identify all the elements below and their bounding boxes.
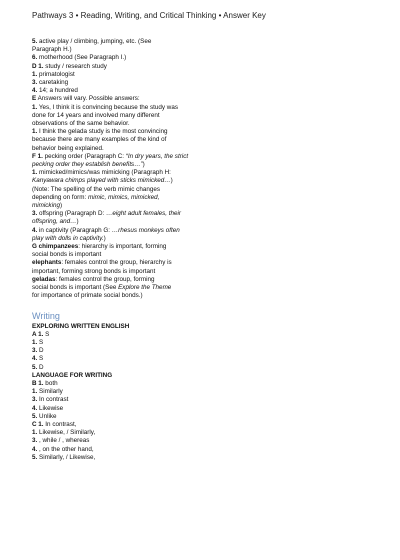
answer-line	[32, 79, 372, 87]
answer-number: 1.	[32, 128, 38, 136]
quoted-text: Explore the Theme	[118, 284, 172, 292]
answer-line	[32, 177, 372, 185]
answer-text: observations of the same behavior.	[32, 120, 130, 128]
answer-text: In contrast	[37, 396, 69, 404]
answer-text: depending on form:	[32, 193, 89, 201]
answer-text: active play / climbing, jumping, etc. (See	[37, 38, 152, 45]
answer-text: in captivity (Paragraph G:	[37, 226, 112, 234]
answer-number: 3.	[32, 347, 38, 355]
answer-text: Likewise, / Similarly,	[37, 429, 96, 437]
quoted-text: mimic, mimics, mimicked,	[88, 193, 160, 201]
answer-text: (Note: The spelling of the verb mimic changes	[32, 185, 160, 193]
answer-line	[32, 54, 372, 62]
answer-line	[32, 421, 372, 429]
answer-line	[32, 331, 372, 339]
answer-line	[32, 218, 372, 226]
answer-line	[32, 364, 372, 372]
answer-number: 4.	[32, 355, 38, 363]
answer-text: )	[60, 202, 63, 210]
answer-line	[32, 210, 372, 218]
writing-answers	[32, 323, 372, 462]
answer-text: S	[43, 330, 50, 338]
answer-number: F 1.	[32, 152, 43, 160]
answer-number: G chimpanzees	[32, 243, 79, 251]
answer-line	[32, 46, 372, 54]
answer-number: 4.	[32, 226, 38, 234]
answer-line	[32, 388, 372, 396]
answer-number: B 1.	[32, 379, 44, 387]
answer-text: study / research study	[43, 62, 107, 70]
answer-line	[32, 235, 372, 243]
answer-text: : females control the group, forming	[55, 275, 155, 283]
answer-line	[32, 202, 372, 210]
answer-line	[32, 227, 372, 235]
answer-line	[32, 454, 372, 462]
answer-line	[32, 276, 372, 284]
answer-text: social bonds is important	[32, 251, 102, 259]
answer-text: Answers will vary. Possible answers:	[36, 95, 140, 103]
answer-text: primatologist	[37, 70, 75, 78]
answer-number: 1.	[32, 169, 38, 177]
answer-number: 3.	[32, 79, 38, 87]
answer-number: LANGUAGE FOR WRITING	[32, 371, 113, 379]
answer-text: for importance of primate social bonds.)	[32, 292, 143, 300]
answer-text: Yes, I think it is convincing because the study was	[37, 103, 178, 111]
answer-text: : hierarchy is important, forming	[78, 243, 167, 251]
answer-text: )	[103, 234, 106, 242]
answer-key-content	[32, 38, 372, 462]
answer-line	[32, 268, 372, 276]
answer-number: 5.	[32, 38, 38, 45]
answer-line	[32, 259, 372, 267]
answer-line	[32, 120, 372, 128]
section-title-writing: Writing	[32, 310, 60, 321]
answer-number: 5.	[32, 453, 38, 461]
answer-text: : females control the group, hierarchy is	[61, 259, 172, 267]
answer-number: 1.	[32, 338, 38, 346]
answer-line	[32, 104, 372, 112]
quoted-text: Kanyawara chimps played with sticks mimicked…	[32, 177, 171, 185]
answer-line	[32, 153, 372, 161]
answer-line	[32, 355, 372, 363]
answer-number: 1.	[32, 70, 38, 78]
answer-number: 3.	[32, 437, 38, 445]
answer-text: motherhood (See Paragraph I.)	[37, 54, 127, 62]
answer-number: 6.	[32, 54, 38, 62]
answer-number: 1.	[32, 103, 38, 111]
answer-line	[32, 136, 372, 144]
answer-text: Likewise	[37, 404, 64, 412]
answer-line	[32, 251, 372, 259]
answer-number: 4.	[32, 87, 38, 95]
answer-line	[32, 323, 372, 331]
answer-text: offspring (Paragraph D:	[37, 210, 107, 218]
answer-text: Similarly, / Likewise,	[37, 453, 96, 461]
answer-text: )	[170, 177, 173, 185]
answer-line	[32, 380, 372, 388]
answer-line	[32, 112, 372, 120]
answer-number: 3.	[32, 396, 38, 404]
answer-line	[32, 347, 372, 355]
answer-line	[32, 372, 372, 380]
answer-text: D	[37, 347, 44, 355]
answer-line	[32, 405, 372, 413]
answer-text: 14; a hundred	[37, 87, 78, 95]
answer-line	[32, 243, 372, 251]
answer-text: mimicked/mimics/was mimicking (Paragraph H:	[37, 169, 171, 177]
answer-line	[32, 95, 372, 103]
answer-line	[32, 161, 372, 169]
answer-text: social bonds is important (See	[32, 284, 119, 292]
answer-line	[32, 87, 372, 95]
answer-text: both	[43, 379, 58, 387]
answer-number: A 1.	[32, 330, 44, 338]
answer-line	[32, 284, 372, 292]
answer-number: EXPLORING WRITTEN ENGLISH	[32, 322, 130, 330]
answer-text: Similarly	[37, 388, 63, 396]
answer-line	[32, 396, 372, 404]
quoted-text: offspring, and…	[32, 218, 77, 226]
answer-text: Unlike	[37, 412, 57, 420]
quoted-text: mimicking	[32, 202, 60, 210]
answer-text: Paragraph H.)	[32, 46, 72, 54]
answer-line	[32, 71, 372, 79]
answer-number: 4.	[32, 445, 38, 453]
answer-number: elephants	[32, 259, 62, 267]
answer-text: behavior being explained.	[32, 144, 104, 152]
answer-number: 1.	[32, 388, 38, 396]
answer-text: In contrast,	[43, 420, 77, 428]
answer-number: E	[32, 95, 37, 103]
answer-number: C 1.	[32, 420, 44, 428]
answer-line	[32, 446, 372, 454]
answer-text: , while / , whereas	[37, 437, 90, 445]
answer-text: important, forming strong bonds is important	[32, 267, 156, 275]
answer-line	[32, 169, 372, 177]
answer-line	[32, 437, 372, 445]
answer-text: S	[37, 355, 44, 363]
answer-number: 5.	[32, 363, 38, 371]
reading-answers	[32, 38, 372, 301]
answer-text: pecking order (Paragraph C:	[42, 152, 126, 160]
answer-number: 4.	[32, 404, 38, 412]
answer-text: I think the gelada study is the most convincing	[37, 128, 168, 136]
answer-text: )	[142, 161, 145, 169]
quoted-text: “In dry years, the strict	[125, 152, 189, 160]
quoted-text: play with dolls in captivity.	[32, 234, 104, 242]
answer-number: 3.	[32, 210, 38, 218]
answer-number: 5.	[32, 412, 38, 420]
answer-text: )	[76, 218, 79, 226]
answer-line	[32, 63, 372, 71]
answer-text: done for 14 years and involved many different	[32, 111, 160, 119]
quoted-text: …eight adult females, their	[106, 210, 182, 218]
answer-line	[32, 38, 372, 46]
answer-number: geladas	[32, 275, 56, 283]
answer-line	[32, 429, 372, 437]
quoted-text: …rhesus monkeys often	[111, 226, 180, 234]
answer-number: 1.	[32, 429, 38, 437]
quoted-text: pecking order they establish benefits…”	[32, 161, 143, 169]
answer-line	[32, 145, 372, 153]
answer-line	[32, 413, 372, 421]
answer-line	[32, 194, 372, 202]
answer-text: D	[37, 363, 44, 371]
answer-text: caretaking	[37, 79, 69, 87]
answer-text: S	[37, 338, 44, 346]
answer-line	[32, 186, 372, 194]
answer-text: because there are many examples of the kind of	[32, 136, 167, 144]
answer-number: D 1.	[32, 62, 44, 70]
answer-line	[32, 339, 372, 347]
answer-text: , on the other hand,	[37, 445, 94, 453]
page-header: Pathways 3 • Reading, Writing, and Critical Thinking • Answer Key	[32, 11, 266, 20]
answer-line	[32, 292, 372, 300]
answer-line	[32, 128, 372, 136]
